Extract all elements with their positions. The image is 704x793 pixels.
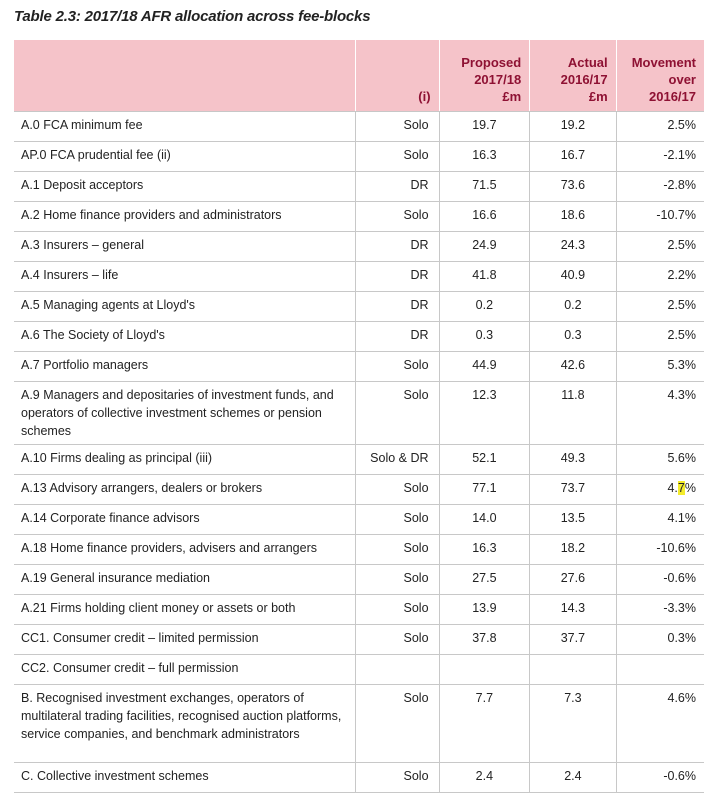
- actual-cell: 2.4: [530, 763, 616, 793]
- proposed-cell: 41.8: [439, 262, 530, 292]
- header-proposed: [439, 40, 530, 112]
- actual-cell: 7.3: [530, 685, 616, 763]
- basis-cell: Solo: [356, 202, 439, 232]
- actual-cell: 13.5: [530, 505, 616, 535]
- actual-cell: [530, 655, 616, 685]
- table-row: [14, 382, 704, 445]
- table-row: [14, 142, 704, 172]
- proposed-cell: 77.1: [439, 475, 530, 505]
- table-row: [14, 112, 704, 142]
- proposed-cell: 16.3: [439, 142, 530, 172]
- table-header: [14, 40, 704, 112]
- basis-cell: Solo: [356, 565, 439, 595]
- actual-cell: 42.6: [530, 352, 616, 382]
- proposed-cell: 52.1: [439, 445, 530, 475]
- movement-cell: -10.7%: [616, 202, 704, 232]
- actual-cell: 27.6: [530, 565, 616, 595]
- actual-cell: 0.3: [530, 322, 616, 352]
- movement-cell: 5.3%: [616, 352, 704, 382]
- header-proposed-line2: 2017/18: [474, 72, 522, 87]
- fee-block-name: A.14 Corporate finance advisors: [14, 505, 356, 535]
- fee-block-table: [14, 40, 704, 793]
- movement-cell: -3.3%: [616, 595, 704, 625]
- actual-cell: 49.3: [530, 445, 616, 475]
- fee-block-name: A.4 Insurers – life: [14, 262, 356, 292]
- fee-block-name: CC1. Consumer credit – limited permission: [14, 625, 356, 655]
- header-proposed-line3: £m: [502, 89, 522, 104]
- basis-cell: DR: [356, 172, 439, 202]
- table-row: [14, 685, 704, 763]
- header-movement-line3: 2016/17: [649, 89, 696, 104]
- basis-cell: Solo: [356, 625, 439, 655]
- fee-block-name: A.6 The Society of Lloyd's: [14, 322, 356, 352]
- actual-cell: 16.7: [530, 142, 616, 172]
- header-proposed-line1: Proposed: [461, 55, 522, 70]
- movement-cell: 2.2%: [616, 262, 704, 292]
- basis-cell: Solo: [356, 595, 439, 625]
- fee-block-name: A.7 Portfolio managers: [14, 352, 356, 382]
- table-row: [14, 655, 704, 685]
- header-actual-line1: Actual: [567, 55, 608, 70]
- fee-block-name: A.21 Firms holding client money or assets or both: [14, 595, 356, 625]
- fee-block-name: A.19 General insurance mediation: [14, 565, 356, 595]
- fee-block-name: A.2 Home finance providers and administrators: [14, 202, 356, 232]
- table-row: [14, 202, 704, 232]
- movement-cell: [616, 655, 704, 685]
- proposed-cell: 24.9: [439, 232, 530, 262]
- movement-cell: -2.8%: [616, 172, 704, 202]
- basis-cell: Solo: [356, 112, 439, 142]
- fee-block-name: CC2. Consumer credit – full permission: [14, 655, 356, 685]
- fee-block-name: A.18 Home finance providers, advisers and arrangers: [14, 535, 356, 565]
- table-row: [14, 535, 704, 565]
- header-actual-line2: 2016/17: [560, 72, 608, 87]
- table-row: [14, 292, 704, 322]
- movement-cell: 4.1%: [616, 505, 704, 535]
- fee-block-name: A.0 FCA minimum fee: [14, 112, 356, 142]
- proposed-cell: 16.3: [439, 535, 530, 565]
- actual-cell: 19.2: [530, 112, 616, 142]
- fee-block-name: AP.0 FCA prudential fee (ii): [14, 142, 356, 172]
- movement-cell: 2.5%: [616, 232, 704, 262]
- table-title: Table 2.3: 2017/18 AFR allocation across fee-blocks: [14, 8, 371, 25]
- header-actual-line3: £m: [588, 89, 608, 104]
- movement-cell: 2.5%: [616, 292, 704, 322]
- actual-cell: 14.3: [530, 595, 616, 625]
- movement-cell: 4.3%: [616, 382, 704, 445]
- fee-block-name: A.3 Insurers – general: [14, 232, 356, 262]
- proposed-cell: 14.0: [439, 505, 530, 535]
- header-basis: (i): [356, 40, 439, 112]
- table-row: [14, 232, 704, 262]
- movement-cell: 2.5%: [616, 322, 704, 352]
- header-movement: [616, 40, 704, 112]
- movement-cell: -10.6%: [616, 535, 704, 565]
- proposed-cell: 2.4: [439, 763, 530, 793]
- header-movement-line2: over: [668, 72, 696, 87]
- actual-cell: 11.8: [530, 382, 616, 445]
- actual-cell: 18.6: [530, 202, 616, 232]
- proposed-cell: 13.9: [439, 595, 530, 625]
- movement-prefix: 4.: [667, 481, 678, 495]
- actual-cell: 73.7: [530, 475, 616, 505]
- table-row: [14, 352, 704, 382]
- actual-cell: 73.6: [530, 172, 616, 202]
- basis-cell: DR: [356, 292, 439, 322]
- actual-cell: 0.2: [530, 292, 616, 322]
- fee-block-name: C. Collective investment schemes: [14, 763, 356, 793]
- proposed-cell: [439, 655, 530, 685]
- actual-cell: 37.7: [530, 625, 616, 655]
- table-row: [14, 625, 704, 655]
- basis-cell: DR: [356, 262, 439, 292]
- table-row: [14, 565, 704, 595]
- movement-cell: -0.6%: [616, 565, 704, 595]
- movement-cell: 2.5%: [616, 112, 704, 142]
- movement-cell: -2.1%: [616, 142, 704, 172]
- movement-cell: 4.7%: [616, 475, 704, 505]
- fee-block-name: B. Recognised investment exchanges, operators of multilateral trading facilities, recognised auction platforms, service companies, and benchmark administrators: [14, 685, 356, 763]
- fee-block-name: A.13 Advisory arrangers, dealers or brokers: [14, 475, 356, 505]
- table-row: [14, 322, 704, 352]
- basis-cell: Solo: [356, 685, 439, 763]
- table-row: [14, 172, 704, 202]
- basis-cell: Solo: [356, 505, 439, 535]
- table-row: [14, 262, 704, 292]
- header-movement-line1: Movement: [631, 55, 696, 70]
- table-row: [14, 475, 704, 505]
- basis-cell: DR: [356, 322, 439, 352]
- fee-block-name: A.1 Deposit acceptors: [14, 172, 356, 202]
- proposed-cell: 44.9: [439, 352, 530, 382]
- proposed-cell: 12.3: [439, 382, 530, 445]
- header-actual: [530, 40, 616, 112]
- movement-cell: 4.6%: [616, 685, 704, 763]
- actual-cell: 40.9: [530, 262, 616, 292]
- proposed-cell: 7.7: [439, 685, 530, 763]
- table-row: [14, 595, 704, 625]
- movement-cell: 0.3%: [616, 625, 704, 655]
- movement-cell: 5.6%: [616, 445, 704, 475]
- proposed-cell: 19.7: [439, 112, 530, 142]
- basis-cell: [356, 655, 439, 685]
- fee-block-name: A.9 Managers and depositaries of investment funds, and operators of collective investment schemes or pension schemes: [14, 382, 356, 445]
- basis-cell: Solo: [356, 475, 439, 505]
- proposed-cell: 37.8: [439, 625, 530, 655]
- basis-cell: Solo: [356, 535, 439, 565]
- movement-cell: -0.6%: [616, 763, 704, 793]
- actual-cell: 24.3: [530, 232, 616, 262]
- basis-cell: Solo: [356, 142, 439, 172]
- table-body: [14, 112, 704, 793]
- header-fee-block: [14, 40, 356, 112]
- proposed-cell: 0.3: [439, 322, 530, 352]
- proposed-cell: 71.5: [439, 172, 530, 202]
- table-row: [14, 445, 704, 475]
- proposed-cell: 16.6: [439, 202, 530, 232]
- highlighted-text: 7: [677, 481, 685, 495]
- basis-cell: Solo: [356, 382, 439, 445]
- table-row: [14, 763, 704, 793]
- basis-cell: DR: [356, 232, 439, 262]
- actual-cell: 18.2: [530, 535, 616, 565]
- basis-cell: Solo: [356, 763, 439, 793]
- proposed-cell: 27.5: [439, 565, 530, 595]
- basis-cell: Solo & DR: [356, 445, 439, 475]
- basis-cell: Solo: [356, 352, 439, 382]
- table-row: [14, 505, 704, 535]
- proposed-cell: 0.2: [439, 292, 530, 322]
- fee-block-name: A.5 Managing agents at Lloyd's: [14, 292, 356, 322]
- fee-block-name: A.10 Firms dealing as principal (iii): [14, 445, 356, 475]
